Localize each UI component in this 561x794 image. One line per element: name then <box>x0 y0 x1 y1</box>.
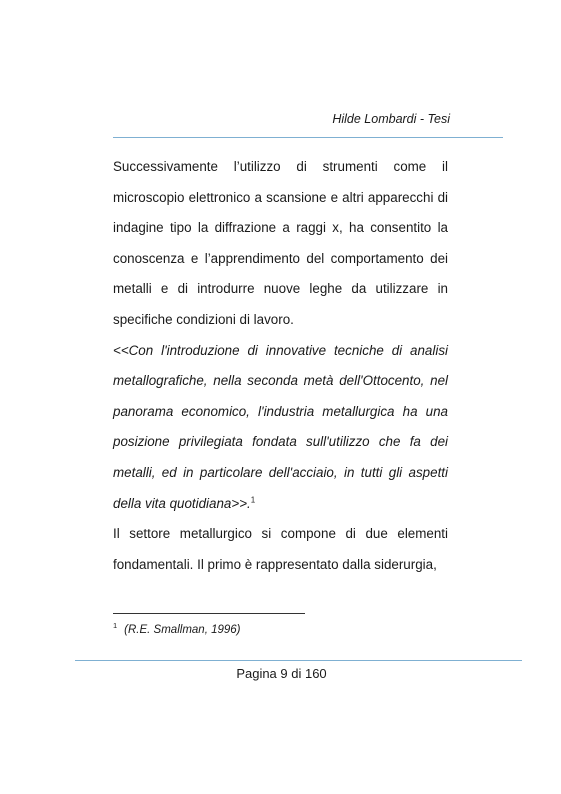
header-divider <box>113 137 503 138</box>
footnote <box>113 621 241 636</box>
page-number: Pagina 9 di 160 <box>236 666 327 681</box>
quote-paragraph <box>113 336 448 520</box>
main-text <box>113 152 448 580</box>
quote-text: <<Con l'introduzione di innovative tecniche di analisi metallografiche, nella seconda metà dell'Ottocento, nel panorama economico, l'industria metallurgica ha una posizione privilegiata fondata sull'utilizzo che fa dei metalli, ed in particolare dell'acciaio, in tutti gli aspetti della vita quotidiana>>. <box>113 342 448 511</box>
footer-divider <box>75 660 522 661</box>
paragraph-1: Successivamente l’utilizzo di strumenti come il microscopio elettronico a scansione e altri apparecchi di indagine tipo la diffrazione a raggi x, ha consentito la conoscenza e l’apprendimento del comportamento dei metalli e di introdurre nuove leghe da utilizzare in specifiche condizioni di lavoro. <box>113 159 448 327</box>
footnote-marker: 1 <box>113 621 118 630</box>
running-header: Hilde Lombardi - Tesi <box>332 112 450 126</box>
paragraph-2: Il settore metallurgico si compone di due elementi fondamentali. Il primo è rappresentato dalla siderurgia, <box>113 526 448 572</box>
footnote-divider <box>113 613 305 614</box>
footnote-text: (R.E. Smallman, 1996) <box>124 624 241 636</box>
footnote-reference: 1 <box>250 495 256 505</box>
